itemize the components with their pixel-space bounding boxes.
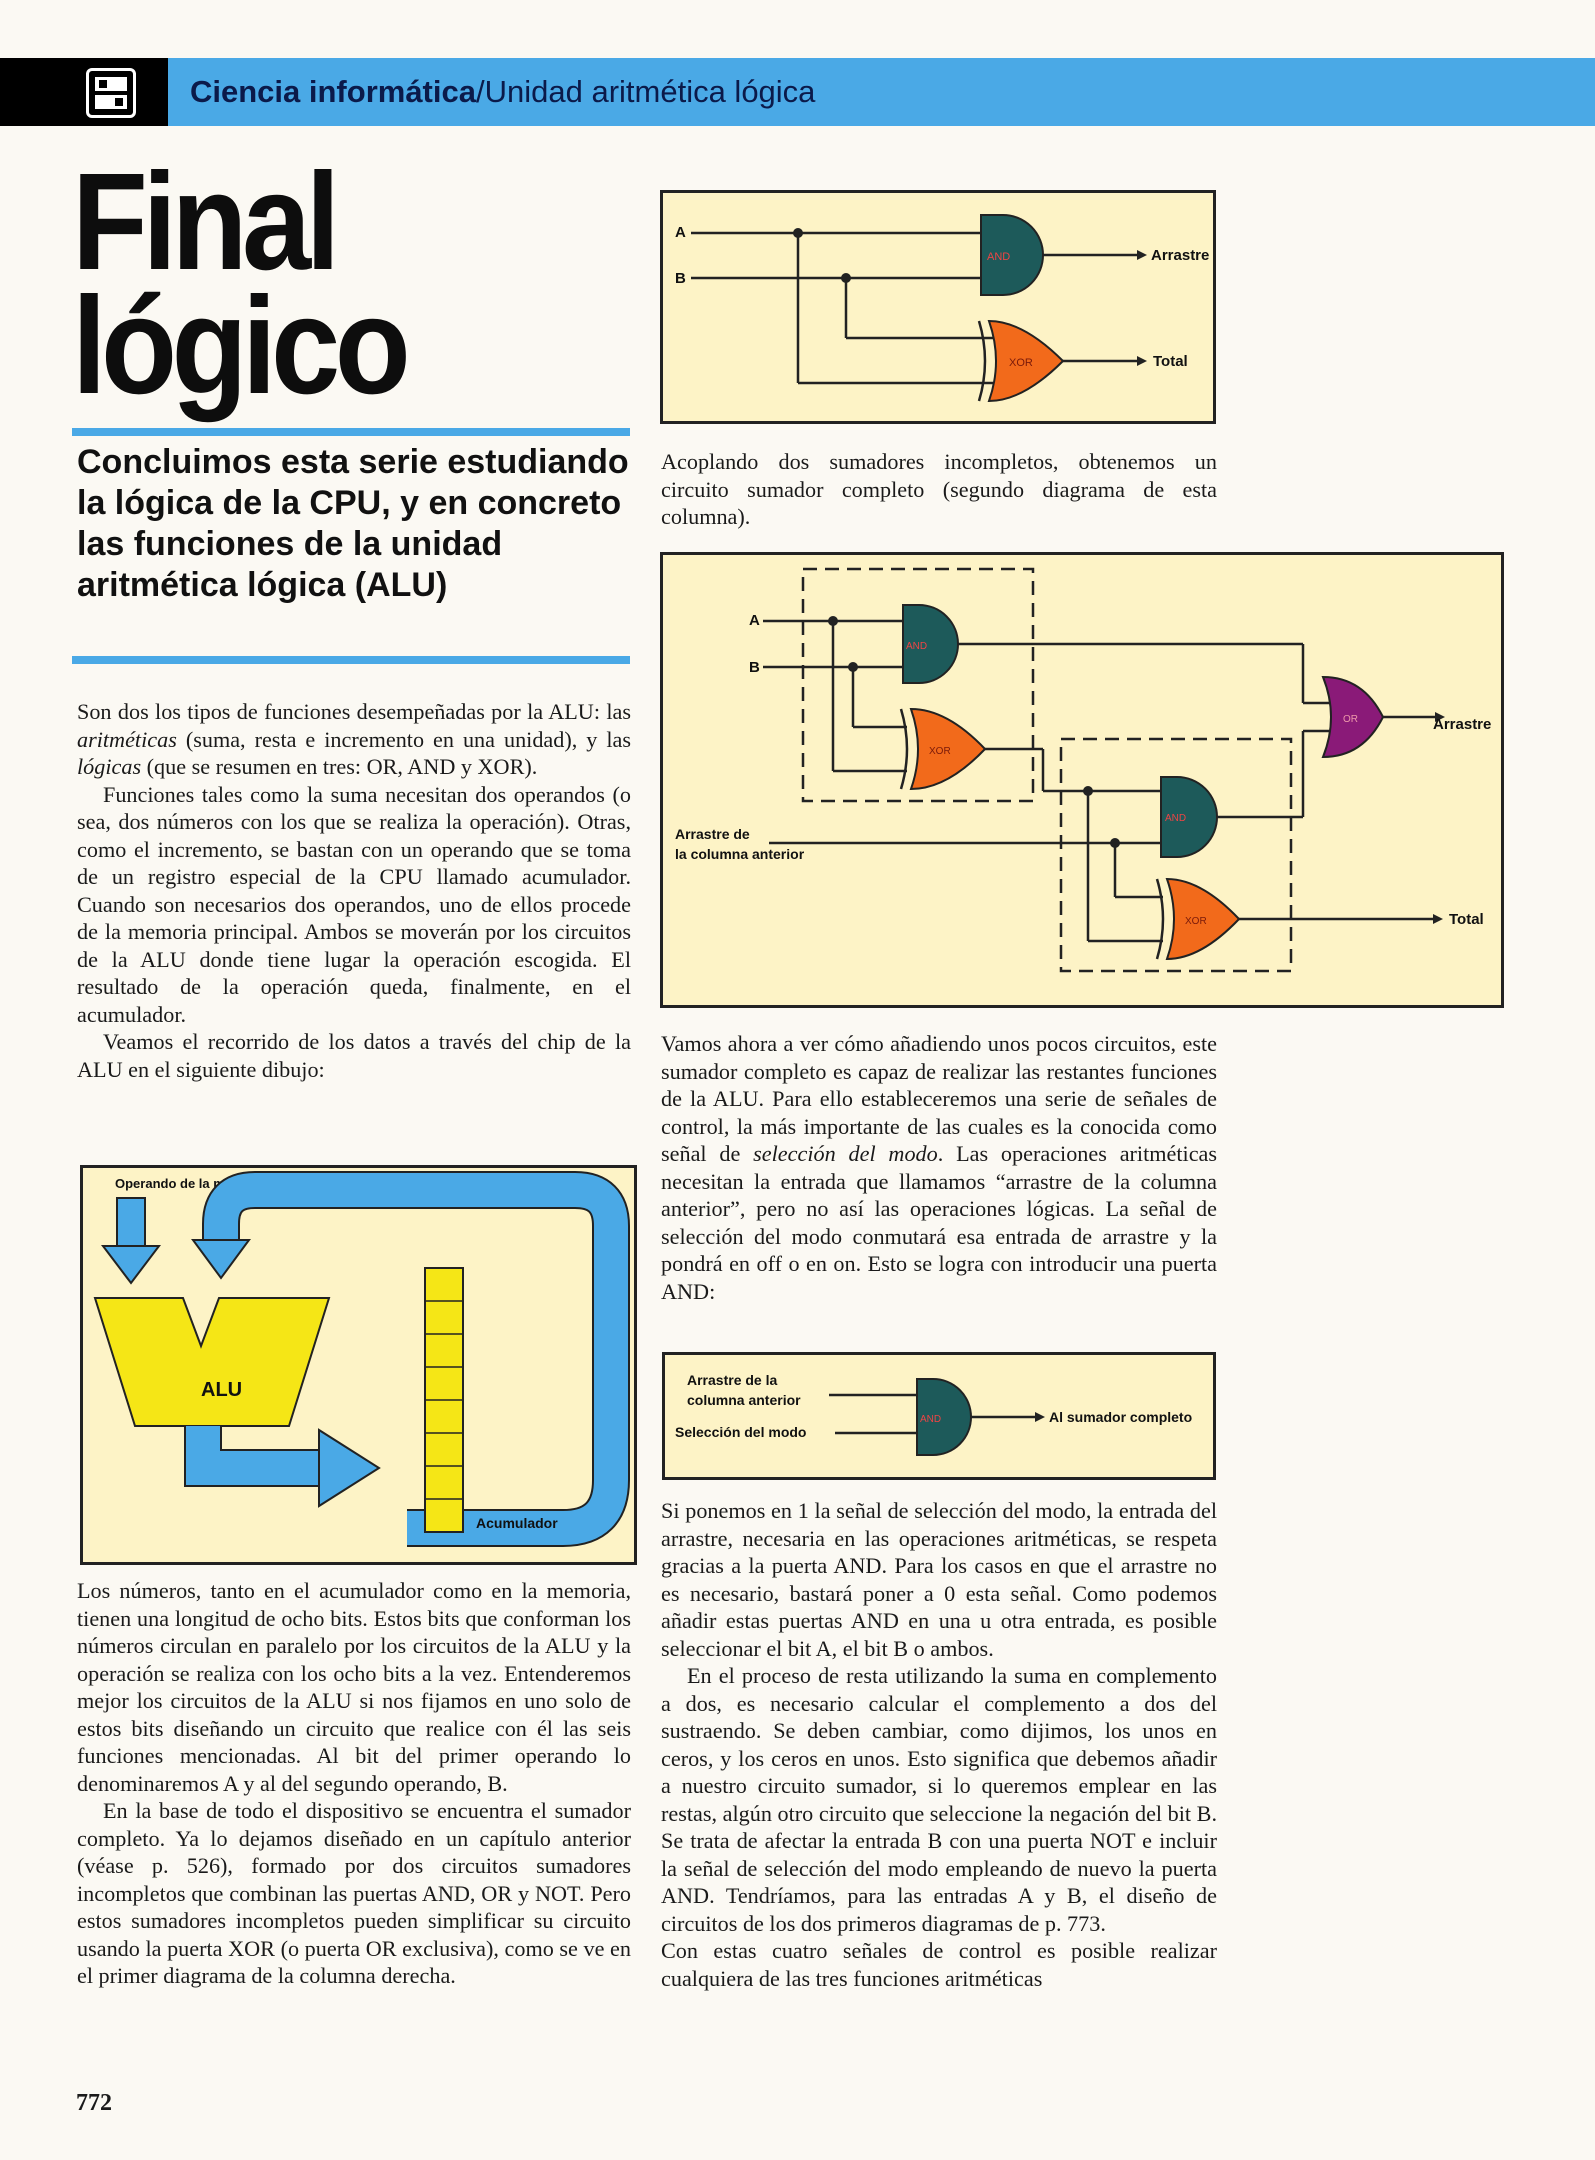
paragraph: Funciones tales como la suma necesitan dos operandos (o sea, dos números con los que se realiza la operación). Otras, como el incremento, se bastan con un operando que se toma de un registro especial de la CPU llamado acumulador. Cuando son necesarios dos operandos, uno de ellos procede de la memoria principal. Ambos se moverán por los circuitos de la ALU donde tiene lugar la operación escogida. El resultado de la operación queda, finalmente, en el acumulador. xyxy=(77,781,631,1027)
subtitle: Concluimos esta serie estudiando la lógica de la CPU, y en concreto las funciones de la unidad aritmética lógica (ALU) xyxy=(77,443,629,604)
subtitle-top-rule xyxy=(72,428,630,436)
mode-select-label: Selección del modo xyxy=(675,1424,807,1440)
carry-output-label: Arrastre xyxy=(1151,247,1210,264)
header-section: Ciencia informática xyxy=(190,74,476,109)
memory-arrow xyxy=(103,1198,159,1283)
xor-gate-label: XOR xyxy=(1185,916,1207,927)
result-arrow xyxy=(203,1426,379,1506)
and-gate-label: AND xyxy=(1165,813,1187,824)
xor-gate xyxy=(979,321,1063,401)
xor-gate-label: XOR xyxy=(1009,357,1033,369)
to-full-adder-label: Al sumador completo xyxy=(1049,1409,1193,1425)
or-gate xyxy=(1323,677,1383,757)
input-a-label: A xyxy=(675,224,686,241)
page-title xyxy=(72,145,406,423)
paragraph: Veamos el recorrido de los datos a través del chip de la ALU en el siguiente dibujo: xyxy=(77,1029,631,1082)
memory-operand-label: Operando de la memoria xyxy=(115,1176,268,1191)
xor-gate-label: XOR xyxy=(929,746,951,757)
paragraph: En el proceso de resta utilizando la suma en complemento a dos, es necesario calcular el complemento a dos del sustraendo. Se deben cambiar, como dijimos, los unos en ceros, y los ceros en unos. Esto significa que debemos añadir a nuestro circuito sumador, si lo queremos emplear en las restas, algún otro circuito que seleccione la negación del bit B. Se trata de afectar la entrada B con una puerta NOT e incluir la señal de selección del modo empleando de nuevo la puerta AND. Tendríamos, para las entradas A y B, el diseño de circuitos de los dos primeros diagramas de p. 773. xyxy=(661,1663,1217,1936)
input-a-label: A xyxy=(749,612,760,629)
carry-output-label: Arrastre xyxy=(1433,716,1492,733)
carry-in-label-2: la columna anterior xyxy=(675,846,805,862)
and-gate-2 xyxy=(1161,777,1217,857)
input-b-label: B xyxy=(675,270,686,287)
input-b-label: B xyxy=(749,659,760,676)
header-breadcrumb xyxy=(190,74,815,110)
accumulator-register xyxy=(425,1268,463,1532)
alu-block xyxy=(95,1298,329,1426)
paragraph: Vamos ahora a ver cómo añadiendo unos pocos circuitos, este sumador completo es capaz de realizar las restantes funciones de la ALU. Para ello estableceremos una serie de señales de control, la más importante de las cuales es la conocida como señal de selección del modo. Las operaciones aritméticas necesitan la entrada que llamamos “arrastre de la columna anterior”, pero no así las operaciones lógicas. La señal de selección del modo conmutará esa entrada de arrastre y la pondrá en off o en on. Esto se logra con introducir una puerta AND: xyxy=(661,1031,1218,1304)
title-line-2: lógico xyxy=(72,269,406,423)
or-gate-label: OR xyxy=(1343,714,1358,725)
full-adder-diagram xyxy=(660,552,1504,1008)
sum-output-label: Total xyxy=(1449,911,1484,928)
alu-label: ALU xyxy=(201,1379,243,1401)
half-adder-wires xyxy=(691,233,1141,383)
paragraph: En la base de todo el dispositivo se encuentra el sumador completo. Ya lo dejamos diseñado en un capítulo anterior (véase p. 526), formado por dos circuitos sumadores incompletos que combinan las puertas AND, OR y NOT. Pero estos sumadores incompletos pueden simplificar su circuito usando la puerta XOR (o puerta OR exclusiva), como se ve en el primer diagrama de la columna derecha. xyxy=(77,1798,631,1988)
sum-output-label: Total xyxy=(1153,353,1188,370)
page-number: 772 xyxy=(76,2090,112,2116)
paragraph: Los números, tanto en el acumulador como en la memoria, tienen una longitud de ocho bits. Estos bits que conforman los números circulan en paralelo por los circuitos de la ALU y la operación se realiza con los ocho bits a la vez. Entenderemos mejor los circuitos de la ALU si nos fijamos en uno solo de estos bits diseñando un circuito que realice con él las seis funciones mencionadas. Al bit del primer operando lo denominaremos A y al del segundo operando, B. xyxy=(77,1578,631,1796)
carry-in-label-line2: columna anterior xyxy=(687,1392,801,1408)
figure-caption xyxy=(661,448,1217,531)
left-column-bottom xyxy=(77,1577,631,1990)
left-column-top xyxy=(77,698,631,1083)
paragraph: Si ponemos en 1 la señal de selección del modo, la entrada del arrastre, necesaria en las operaciones aritméticas, se respeta gracias a la puerta AND. Para los casos en que el arrastre no es necesario, bastará poner a 0 esta señal. Como podemos añadir estas puertas AND en una u otra entrada, es posible seleccionar el bit A, el bit B o ambos. xyxy=(661,1498,1217,1661)
section-logo xyxy=(0,58,168,126)
and-gate xyxy=(917,1379,971,1455)
and-gate-label: AND xyxy=(987,251,1011,263)
half-adder-diagram xyxy=(660,190,1216,424)
paragraph: Son dos los tipos de funciones desempeñadas por la ALU: las aritméticas (suma, resta e incremento en una unidad), y las lógicas (que se resumen en tres: OR, AND y XOR). xyxy=(77,699,631,779)
xor-gate-2 xyxy=(1157,879,1239,959)
right-column-top xyxy=(661,1030,1217,1305)
caption-text: Acoplando dos sumadores incompletos, obtenemos un circuito sumador completo (segundo diagrama de esta columna). xyxy=(661,449,1217,529)
right-column-bottom xyxy=(661,1497,1217,1992)
header-subsection: /Unidad aritmética lógica xyxy=(475,74,816,109)
title-line-1: Final xyxy=(72,145,335,299)
paragraph: Con estas cuatro señales de control es posible realizar cualquiera de las tres funciones aritméticas xyxy=(661,1938,1217,1991)
and-gate-1 xyxy=(903,605,958,683)
and-gate xyxy=(981,215,1043,295)
and-gate-label: AND xyxy=(920,1414,942,1425)
accumulator-label: Acumulador xyxy=(476,1515,558,1531)
mode-select-diagram xyxy=(662,1352,1216,1480)
alu-diagram xyxy=(80,1165,637,1565)
xor-gate-1 xyxy=(901,709,985,789)
subtitle-bottom-rule xyxy=(72,656,630,664)
carry-in-label-line1: Arrastre de la xyxy=(687,1372,778,1388)
full-adder-wires xyxy=(763,621,1439,941)
computer-logo-icon xyxy=(86,68,136,118)
and-gate-label: AND xyxy=(906,641,928,652)
carry-in-label-1: Arrastre de xyxy=(675,826,750,842)
